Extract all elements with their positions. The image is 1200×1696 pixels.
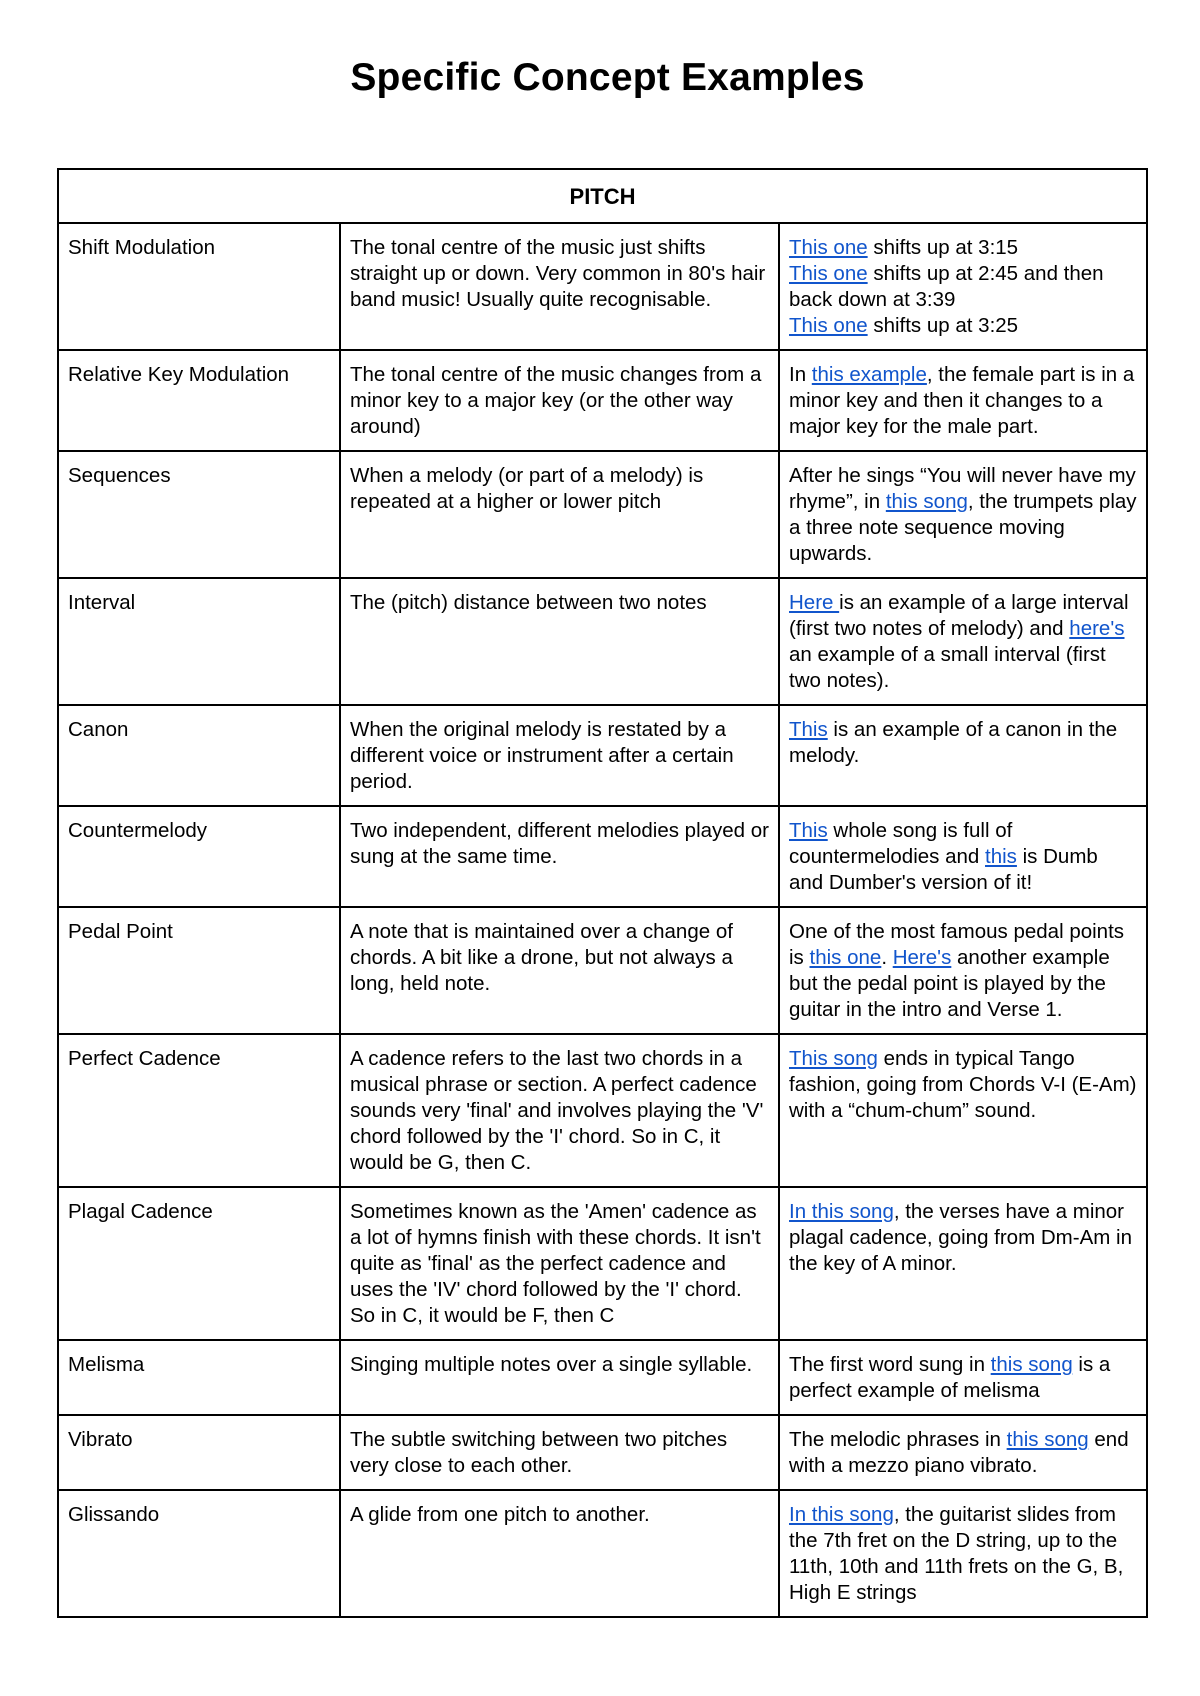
table-row [58, 806, 1147, 907]
example-link[interactable]: Here [789, 591, 840, 614]
example-text: One of the most famous pedal points is [789, 920, 1125, 969]
concept-example [779, 907, 1147, 1034]
example-link[interactable]: this [985, 845, 1017, 868]
table-row [58, 1187, 1147, 1340]
example-link[interactable]: this song [885, 490, 968, 513]
example-link[interactable]: This one [789, 262, 868, 285]
example-text: whole song is full of countermelodies and [789, 819, 1013, 868]
example-text: is an example of a canon in the melody. [789, 718, 1118, 767]
example-link[interactable]: here's [1069, 617, 1125, 640]
concept-term: Melisma [58, 1340, 340, 1415]
example-text: shifts up at 3:15 [867, 236, 1019, 259]
example-text: After he sings “You will never have my rhyme”, in [789, 464, 1136, 513]
table-row [58, 451, 1147, 578]
example-text: is a perfect example of melisma [789, 1353, 1111, 1402]
example-link[interactable]: This one [789, 236, 868, 259]
table-row [58, 1340, 1147, 1415]
section-header-row [58, 169, 1147, 223]
concept-term: Sequences [58, 451, 340, 578]
concept-example [779, 350, 1147, 451]
concept-definition: The (pitch) distance between two notes [340, 578, 779, 705]
table-row [58, 1034, 1147, 1187]
table-row [58, 350, 1147, 451]
concept-example [779, 1340, 1147, 1415]
table-row [58, 578, 1147, 705]
concept-example [779, 1490, 1147, 1617]
example-text: ends in typical Tango fashion, going from Chords V-I (E-Am) with a “chum-chum” sound. [789, 1047, 1137, 1122]
example-text: an example of a small interval (first two notes). [789, 643, 1106, 692]
concept-definition: A note that is maintained over a change of chords. A bit like a drone, but not always a long, held note. [340, 907, 779, 1034]
table-row [58, 907, 1147, 1034]
concept-term: Interval [58, 578, 340, 705]
concept-term: Plagal Cadence [58, 1187, 340, 1340]
example-link[interactable]: this one [809, 946, 882, 969]
example-link[interactable]: Here's [892, 946, 952, 969]
table-row [58, 1415, 1147, 1490]
table-row [58, 223, 1147, 350]
concept-rows [58, 223, 1147, 1617]
concept-definition: Two independent, different melodies played or sung at the same time. [340, 806, 779, 907]
concept-definition: Singing multiple notes over a single syllable. [340, 1340, 779, 1415]
concept-definition: The tonal centre of the music changes from a minor key to a major key (or the other way around) [340, 350, 779, 451]
example-link[interactable]: In this song [789, 1503, 894, 1526]
example-text: , the guitarist slides from the 7th fret on the D string, up to the 11th, 10th and 11th frets on the G, B, High E strings [789, 1503, 1124, 1604]
example-text: shifts up at 3:25 [867, 314, 1019, 337]
concept-definition: The tonal centre of the music just shifts straight up or down. Very common in 80's hair band music! Usually quite recognisable. [340, 223, 779, 350]
example-text: The melodic phrases in [789, 1428, 1007, 1451]
concept-definition: A glide from one pitch to another. [340, 1490, 779, 1617]
example-text: another example but the pedal point is played by the guitar in the intro and Verse 1. [789, 946, 1110, 1021]
concept-term: Vibrato [58, 1415, 340, 1490]
concept-term: Glissando [58, 1490, 340, 1617]
example-text: . [881, 946, 893, 969]
page-title: Specific Concept Examples [350, 56, 865, 99]
concept-example [779, 223, 1147, 350]
concept-definition: The subtle switching between two pitches very close to each other. [340, 1415, 779, 1490]
concept-definition: When a melody (or part of a melody) is repeated at a higher or lower pitch [340, 451, 779, 578]
concept-term: Relative Key Modulation [58, 350, 340, 451]
concept-term: Canon [58, 705, 340, 806]
example-link[interactable]: this song [1006, 1428, 1089, 1451]
concept-example [779, 1187, 1147, 1340]
concept-table [57, 168, 1148, 1618]
table-row [58, 1490, 1147, 1617]
example-text: The first word sung in [789, 1353, 991, 1376]
example-link[interactable]: This [789, 718, 828, 741]
concept-example [779, 705, 1147, 806]
example-link[interactable]: this song [990, 1353, 1073, 1376]
concept-term: Perfect Cadence [58, 1034, 340, 1187]
example-link[interactable]: In this song [789, 1200, 894, 1223]
concept-term: Shift Modulation [58, 223, 340, 350]
concept-example [779, 451, 1147, 578]
example-link[interactable]: this example [811, 363, 927, 386]
concept-example [779, 1415, 1147, 1490]
example-link[interactable]: This song [789, 1047, 878, 1070]
concept-example [779, 806, 1147, 907]
concept-term: Pedal Point [58, 907, 340, 1034]
section-heading: PITCH [58, 169, 1147, 223]
example-text: In [789, 363, 812, 386]
example-text: end with a mezzo piano vibrato. [789, 1428, 1129, 1477]
example-text: shifts up at 2:45 and then back down at 3:39 [789, 262, 1104, 311]
example-text: , the female part is in a minor key and then it changes to a major key for the male part. [789, 363, 1135, 438]
example-text: , the verses have a minor plagal cadence, going from Dm-Am in the key of A minor. [789, 1200, 1132, 1275]
concept-example [779, 1034, 1147, 1187]
example-link[interactable]: This one [789, 314, 868, 337]
concept-term: Countermelody [58, 806, 340, 907]
concept-example [779, 578, 1147, 705]
concept-definition: Sometimes known as the 'Amen' cadence as a lot of hymns finish with these chords. It isn't quite as 'final' as the perfect cadence and uses the 'IV' chord followed by the 'I' chord. So in C, it would be F, then C [340, 1187, 779, 1340]
concept-definition: When the original melody is restated by a different voice or instrument after a certain period. [340, 705, 779, 806]
example-text: is an example of a large interval (first two notes of melody) and [789, 591, 1129, 640]
example-link[interactable]: This [789, 819, 828, 842]
example-text: , the trumpets play a three note sequence moving upwards. [789, 490, 1137, 565]
table-row [58, 705, 1147, 806]
example-text: is Dumb and Dumber's version of it! [789, 845, 1098, 894]
concept-definition: A cadence refers to the last two chords in a musical phrase or section. A perfect cadence sounds very 'final' and involves playing the 'V' chord followed by the 'I' chord. So in C, it would be G, then C. [340, 1034, 779, 1187]
